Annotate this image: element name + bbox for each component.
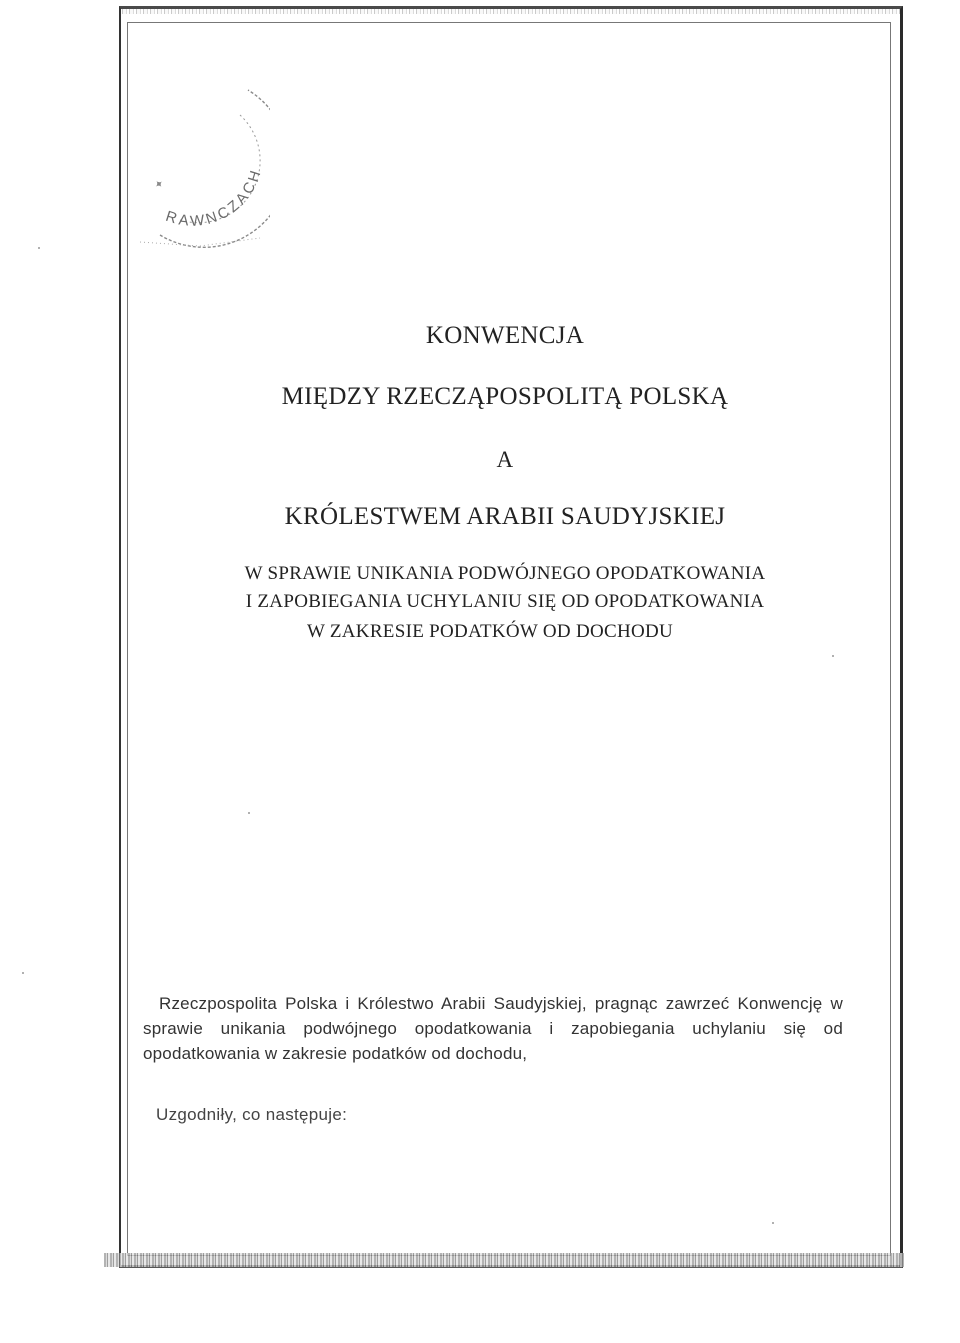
stamp-icon (140, 70, 270, 250)
svg-text:✦: ✦ (152, 177, 167, 193)
subject-line-3: W ZAKRESIE PODATKÓW OD DOCHODU (306, 621, 674, 642)
preamble-paragraph: Rzeczpospolita Polska i Królestwo Arabii Saudyjskiej, pragnąc zawrzeć Konwencję w sprawie unikania podwójnego opodatkowania i zapobiegania uchylaniu się od opodatkowania w zakresie podatków od dochodu, (143, 994, 843, 1063)
stamp-text: RAWNCZACH (163, 165, 266, 231)
party-1-heading: MIĘDZY RZECZĄPOSPOLITĄ POLSKĄ (281, 383, 729, 410)
subject-line-2: I ZAPOBIEGANIA UCHYLANIU SIĘ OD OPODATKOWANIA (245, 591, 765, 612)
subject-line-1: W SPRAWIE UNIKANIA PODWÓJNEGO OPODATKOWANIA (244, 563, 766, 584)
scan-edge-bottom (104, 1253, 904, 1267)
svg-text:RAWNCZACH (164, 166, 266, 230)
agreed-statement: Uzgodniły, co następuje: (156, 1105, 348, 1124)
document-title: KONWENCJA (425, 322, 585, 349)
party-2-heading: KRÓLESTWEM ARABII SAUDYJSKIEJ (284, 503, 726, 530)
conjunction-heading: A (496, 447, 514, 472)
